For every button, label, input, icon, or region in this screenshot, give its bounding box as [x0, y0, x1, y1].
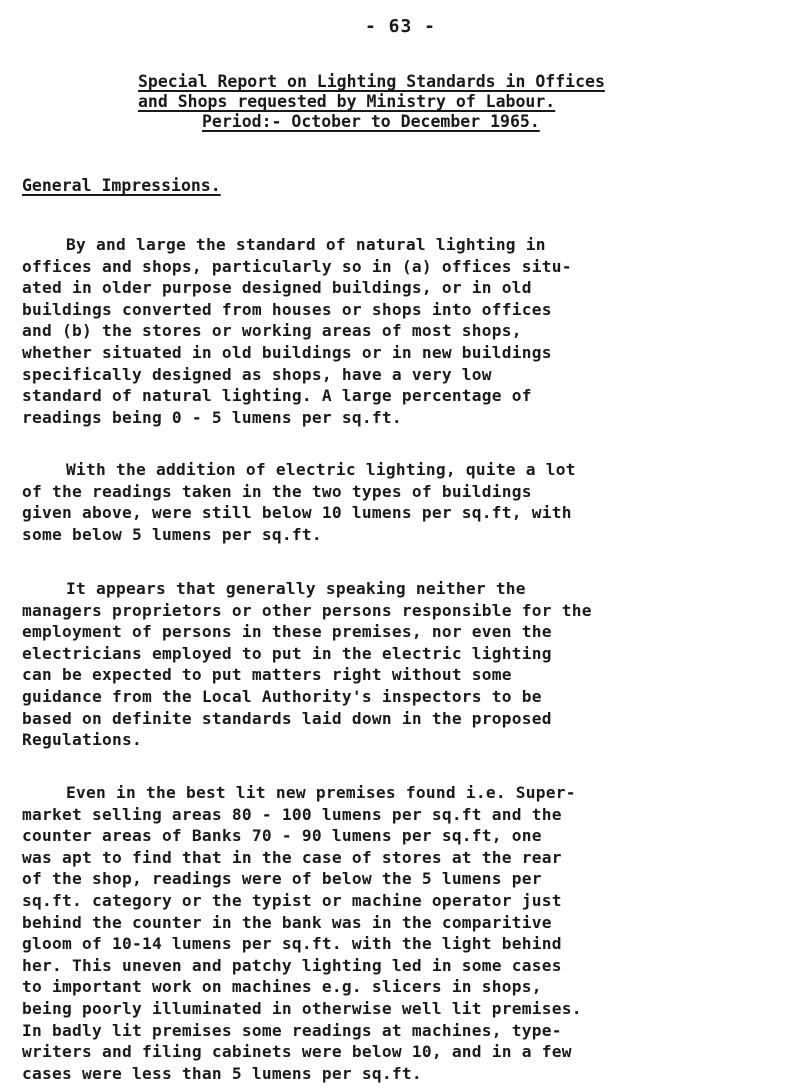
paragraph-line: behind the counter in the bank was in the comparitive — [22, 912, 552, 932]
paragraph-line: based on definite standards laid down in the proposed — [22, 708, 552, 728]
paragraph-line: of the readings taken in the two types of buildings — [22, 481, 532, 501]
paragraph-line: being poorly illuminated in otherwise well lit premises. — [22, 998, 582, 1018]
paragraph-line: electricians employed to put in the electric lighting — [22, 643, 552, 663]
paragraph-line: buildings converted from houses or shops into offices — [22, 299, 552, 319]
paragraph-line: ated in older purpose designed buildings, or in old — [22, 278, 532, 298]
paragraph-2 — [22, 459, 797, 545]
title-line-3: Period:- October to December 1965. — [202, 112, 540, 131]
paragraph-line: some below 5 lumens per sq.ft. — [22, 524, 322, 544]
paragraph-line: It appears that generally speaking neither the — [66, 579, 526, 598]
paragraph-line: given above, were still below 10 lumens per sq.ft, with — [22, 503, 572, 523]
paragraph-line: standard of natural lighting. A large percentage of — [22, 386, 532, 406]
paragraph-line: whether situated in old buildings or in new buildings — [22, 342, 552, 362]
paragraph-line: and (b) the stores or working areas of most shops, — [22, 321, 522, 341]
paragraph-line: In badly lit premises some readings at machines, type- — [22, 1020, 562, 1040]
page-number: - 63 - — [364, 16, 437, 37]
paragraph-line: employment of persons in these premises, nor even the — [22, 622, 552, 642]
paragraph-line: gloom of 10-14 lumens per sq.ft. with the light behind — [22, 934, 562, 954]
paragraph-line: to important work on machines e.g. slicers in shops, — [22, 977, 542, 997]
paragraph-line: specifically designed as shops, have a very low — [22, 364, 492, 384]
paragraph-line: Regulations. — [22, 730, 142, 750]
paragraph-line: readings being 0 - 5 lumens per sq.ft. — [22, 407, 402, 427]
title-line-1: Special Report on Lighting Standards in Offices — [138, 72, 605, 91]
paragraph-line: Even in the best lit new premises found i.e. Super- — [66, 783, 576, 802]
paragraph-line: counter areas of Banks 70 - 90 lumens per sq.ft, one — [22, 826, 542, 846]
paragraph-line: her. This uneven and patchy lighting led in some cases — [22, 955, 562, 975]
paragraph-line: was apt to find that in the case of stores at the rear — [22, 847, 562, 867]
paragraph-3 — [22, 578, 797, 751]
paragraph-line: of the shop, readings were of below the 5 lumens per — [22, 869, 542, 889]
paragraph-line: managers proprietors or other persons responsible for the — [22, 600, 592, 620]
section-heading: General Impressions. — [22, 176, 221, 195]
paragraph-line: writers and filing cabinets were below 10, and in a few — [22, 1042, 572, 1062]
paragraph-line: By and large the standard of natural lighting in — [66, 235, 546, 254]
paragraph-1 — [22, 234, 797, 428]
paragraph-line: offices and shops, particularly so in (a) offices situ- — [22, 256, 572, 276]
paragraph-line: With the addition of electric lighting, quite a lot — [66, 460, 576, 479]
paragraph-line: cases were less than 5 lumens per sq.ft. — [22, 1063, 422, 1083]
title-line-2: and Shops requested by Ministry of Labour. — [138, 92, 556, 111]
paragraph-line: can be expected to put matters right without some — [22, 665, 512, 685]
paragraph-line: market selling areas 80 - 100 lumens per sq.ft and the — [22, 804, 562, 824]
paragraph-line: guidance from the Local Authority's inspectors to be — [22, 686, 542, 706]
report-title — [138, 72, 718, 132]
paragraph-line: sq.ft. category or the typist or machine operator just — [22, 890, 562, 910]
paragraph-4 — [22, 782, 797, 1084]
